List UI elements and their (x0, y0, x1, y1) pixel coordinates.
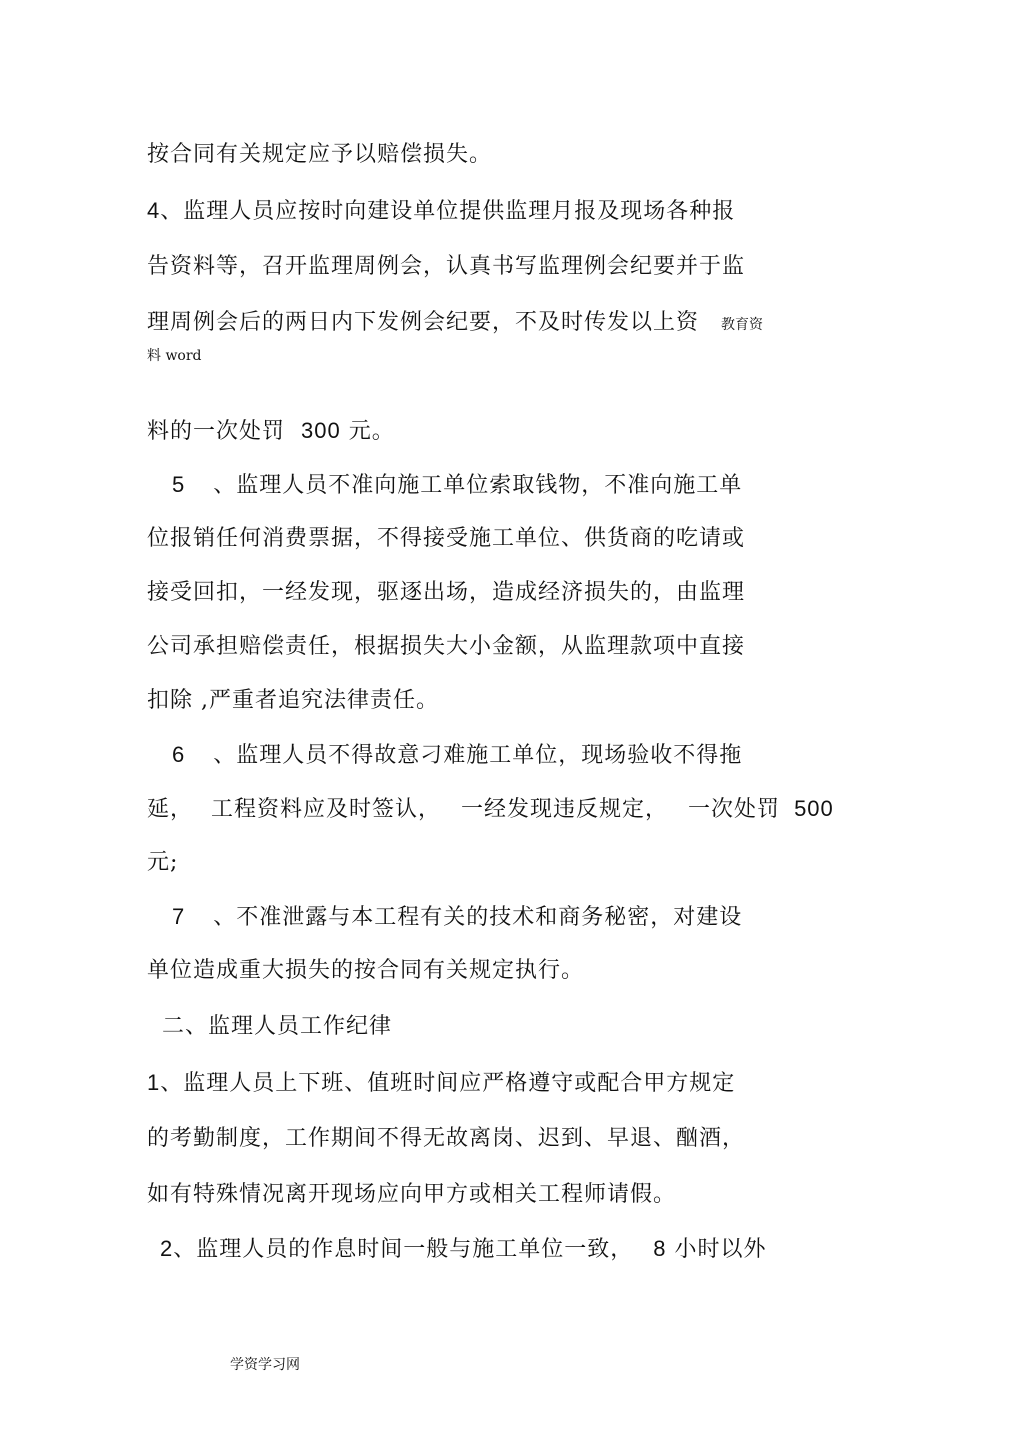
clause-4-line-1 (147, 196, 735, 227)
section-title: 二、监理人员工作纪律 (162, 1014, 393, 1039)
text: 小时以外 (674, 1237, 767, 1262)
clause-5-line-5 (147, 686, 439, 716)
clause-6-line-2 (147, 794, 834, 825)
text: 告资料等，召开监理周例会，认真书写监理例会纪要并于监 (147, 254, 746, 279)
text: 、监理人员上下班、值班时间应严格遵守或配合甲方规定 (160, 1071, 736, 1096)
clause-4-line-2 (147, 252, 745, 282)
rule-1-line-2 (147, 1124, 745, 1154)
clause-5-line-3 (147, 578, 745, 608)
rule-1-line-3 (147, 1180, 676, 1210)
clause-7-line-2 (147, 956, 584, 986)
text: 、不准泄露与本工程有关的技术和商务秘密，对建设 (213, 905, 743, 930)
section-heading (162, 1012, 392, 1042)
text: 元。 (348, 419, 395, 444)
clause-number: 6 (172, 742, 186, 767)
rule-1-line-1 (147, 1068, 735, 1099)
text: 接受回扣，一经发现，驱逐出场，造成经济损失的，由监理 (147, 580, 746, 605)
text: 、监理人员的作息时间一般与施工单位一致， (173, 1237, 634, 1262)
amount: 500 (794, 796, 834, 821)
text: 元; (147, 850, 179, 875)
text: 的考勤制度，工作期间不得无故离岗、迟到、早退、酗酒， (147, 1126, 746, 1151)
clause-7-line-1 (172, 902, 742, 933)
clause-4-line-3 (147, 308, 763, 340)
text: 位报销任何消费票据，不得接受施工单位、供货商的吃请或 (147, 526, 746, 551)
text: 单位造成重大损失的按合同有关规定执行。 (147, 958, 585, 983)
text: 工程资料应及时签认， (211, 797, 442, 822)
watermark-note: 教育资 (721, 317, 764, 333)
paragraph-line (147, 140, 492, 170)
page-footer (230, 1355, 300, 1375)
text: 一经发现违反规定， (461, 797, 669, 822)
clause-6-line-3 (147, 848, 178, 878)
text: 按合同有关规定应予以赔偿损失。 (147, 142, 493, 167)
text: 、监理人员应按时向建设单位提供监理月报及现场各种报 (160, 199, 736, 224)
footer-text: 学资学习网 (230, 1357, 300, 1373)
text: 公司承担赔偿责任，根据损失大小金额，从监理款项中直接 (147, 634, 746, 659)
text: 如有特殊情况离开现场应向甲方或相关工程师请假。 (147, 1182, 677, 1207)
clause-number: 4 (147, 198, 161, 223)
clause-6-line-1 (172, 740, 742, 771)
text: 料的一次处罚 (147, 419, 286, 444)
amount: 8 (653, 1236, 667, 1261)
clause-number: 1 (147, 1070, 161, 1095)
clause-5-line-4 (147, 632, 745, 662)
text: 、监理人员不得故意刁难施工单位，现场验收不得拖 (213, 743, 743, 768)
rule-2-line-1 (160, 1234, 767, 1265)
text: 理周例会后的两日内下发例会纪要，不及时传发以上资 (147, 310, 700, 335)
watermark-note: 料 word (147, 348, 202, 364)
text: 、监理人员不准向施工单位索取钱物，不准向施工单 (213, 473, 743, 498)
amount: 300 (301, 418, 341, 443)
text: 延， (147, 797, 194, 822)
clause-number: 2 (160, 1236, 174, 1261)
clause-number: 7 (172, 904, 186, 929)
text: 一次处罚 (688, 797, 781, 822)
watermark-note-line (147, 346, 202, 366)
clause-number: 5 (172, 472, 186, 497)
text: 扣除 ,严重者追究法律责任。 (147, 688, 439, 713)
clause-5-line-2 (147, 524, 745, 554)
clause-4-line-4 (147, 416, 395, 447)
clause-5-line-1 (172, 470, 742, 501)
